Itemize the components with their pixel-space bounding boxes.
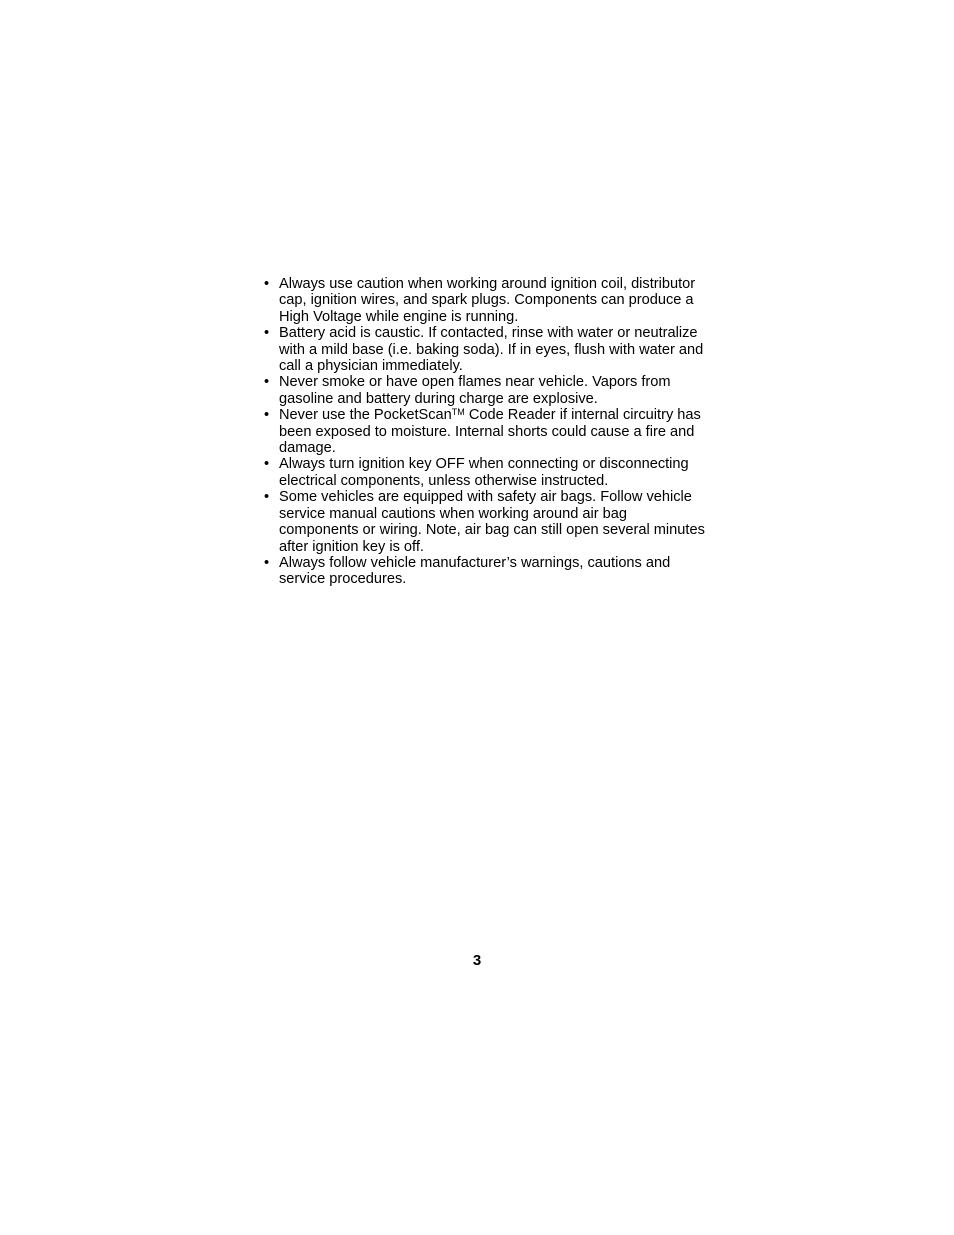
bullet-icon: •	[264, 325, 270, 342]
list-item	[264, 276, 709, 325]
trademark-symbol: TM	[451, 407, 465, 418]
list-item-text-before: Never use the PocketScan	[279, 407, 452, 424]
safety-bullet-list	[264, 276, 709, 588]
bullet-icon: •	[264, 276, 270, 292]
list-item	[264, 374, 709, 407]
list-item-text: Never smoke or have open flames near vehicle. Vapors from gasoline and battery during charge are explosive.	[279, 374, 671, 407]
bullet-icon: •	[264, 456, 270, 473]
list-item-text-after: Code Reader if internal circuitry has been exposed to moisture. Internal shorts could cause a fire and damage.	[279, 407, 701, 457]
bullet-icon: •	[264, 554, 270, 571]
list-item-text: Battery acid is caustic. If contacted, rinse with water or neutralize with a mild base (i.e. baking soda). If in eyes, flush with water and call a physician immediately.	[279, 325, 704, 375]
list-item-text: Always turn ignition key OFF when connecting or disconnecting electrical components, unless otherwise instructed.	[279, 456, 689, 489]
list-item-text: Always use caution when working around ignition coil, distributor cap, ignition wires, and spark plugs. Components can produce a High Voltage while engine is running.	[279, 276, 696, 325]
bullet-icon: •	[264, 374, 270, 391]
list-item-text: Always follow vehicle manufacturer’s warnings, cautions and service procedures.	[279, 554, 671, 588]
bullet-icon: •	[264, 489, 270, 506]
list-item-text	[279, 407, 701, 456]
bullet-icon: •	[264, 407, 270, 424]
list-item-text: Some vehicles are equipped with safety air bags. Follow vehicle service manual cautions when working around air bag components or wiring. Note, air bag can still open several minutes after ignition key is off.	[279, 489, 705, 555]
list-item	[264, 456, 709, 489]
list-item	[264, 555, 709, 588]
page-number: 3	[472, 952, 482, 969]
list-item	[264, 407, 709, 456]
list-item	[264, 325, 709, 374]
list-item	[264, 489, 709, 555]
